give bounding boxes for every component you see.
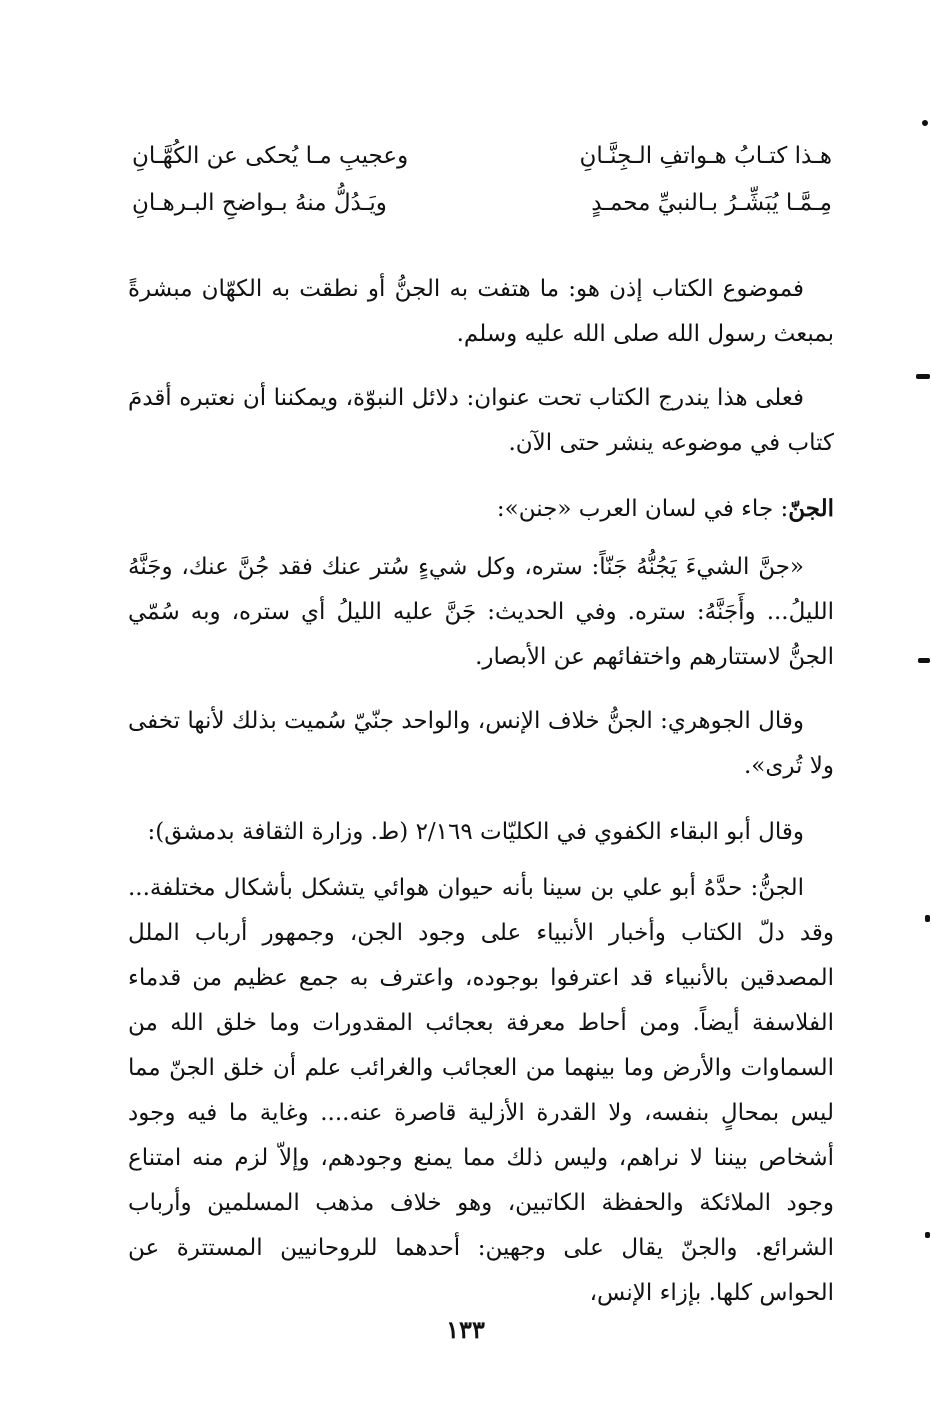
paragraph-lisan-quote — [128, 545, 834, 680]
paragraph-text: وقال أبو البقاء الكفوي في الكليّات ٢/١٦٩ (ط. وزارة الثقافة بدمشق): — [147, 819, 804, 845]
poem-hemistich-second: وعجيبِ مـا يُحكى عن الكُهَّـانِ — [132, 143, 409, 169]
paragraph-text: فموضوع الكتاب إذن هو: ما هتفت به الجنُّ أو نطقت به الكهّان مبشرةً بمبعث رسول الله صلى الله عليه وسلم. — [128, 276, 834, 347]
poem-hemistich-second: ويَـدُلُّ منهُ بـواضحِ البـرهـانِ — [132, 190, 387, 216]
margin-mark — [916, 374, 930, 379]
poem-verse — [132, 180, 832, 226]
paragraph-prophecy-proofs — [128, 376, 834, 466]
poem-verse — [132, 133, 832, 179]
margin-mark — [925, 1232, 930, 1238]
paragraph-text: وقال الجوهري: الجنُّ خلاف الإنس، والواحد جنّيّ سُميت بذلك لأنها تخفى ولا تُرى». — [128, 708, 834, 779]
paragraph-jawhari-quote — [128, 699, 834, 789]
term-heading: الجنّ — [788, 495, 834, 522]
paragraph-jinn-heading — [128, 486, 834, 532]
paragraph-kafawi-intro — [128, 810, 834, 855]
margin-mark — [918, 658, 930, 663]
paragraph-text: الجنُّ: حدَّهُ أبو علي بن سينا بأنه حيوان هوائي يتشكل بأشكال مختلفة... وقد دلّ الكتاب وأخبار الأنبياء على وجود الجن، وجمهور أرباب الملل المصدقين بالأنبياء قد اعترفوا بوجوده، واعترف به جمع عظيم من قدماء الفلاسفة أيضاً. ومن أحاط معرفة بعجائب المقدورات وما خلق الله من السماوات والأرض وما بينهما من العجائب والغرائب علم أن خلق الجنّ مما ليس بمحالٍ بنفسه، ولا القدرة الأزلية قاصرة عنه.... وغاية ما فيه وجود أشخاص بيننا لا نراهم، وليس ذلك مما يمنع وجودهم، وإلاّ لزم منه امتناع وجود الملائكة والحفظة الكاتبين، وهو خلاف مذهب المسلمين وأرباب الشرائع. والجنّ يقال على وجهين: أحدهما للروحانيين المستترة عن الحواس كلها. بإزاء الإنس، — [128, 875, 834, 1306]
poem-hemistich-first: مِـمَّـا يُبَشِّـرُ بـالنبيِّ محمـدٍ — [591, 190, 832, 216]
paragraph-text: فعلى هذا يندرج الكتاب تحت عنوان: دلائل النبوّة، ويمكننا أن نعتبره أقدمَ كتاب في موضوعه ينشر حتى الآن. — [128, 385, 834, 456]
poem-hemistich-first: هـذا كتـابُ هـواتفِ الـجِنَّـانِ — [579, 143, 832, 169]
paragraph-text: : جاء في لسان العرب «جنن»: — [496, 496, 789, 522]
paragraph-text: «جنَّ الشيءَ يَجُنُّهُ جَنّاً: ستره، وكل شيءٍ سُتر عنك فقد جُنَّ عنك، وجَنَّهُ الليلُ... وأَجَنَّهُ: ستره. وفي الحديث: جَنَّ عليه الليلُ أي ستره، وبه سُمّي الجنُّ لاستتارهم واختفائهم عن الأبصار. — [128, 554, 834, 670]
paragraph-kafawi-quote — [128, 866, 834, 1316]
page-number: ١٣٣ — [446, 1315, 485, 1344]
margin-mark — [925, 915, 930, 922]
paragraph-book-subject — [128, 267, 834, 357]
margin-mark — [922, 120, 928, 126]
